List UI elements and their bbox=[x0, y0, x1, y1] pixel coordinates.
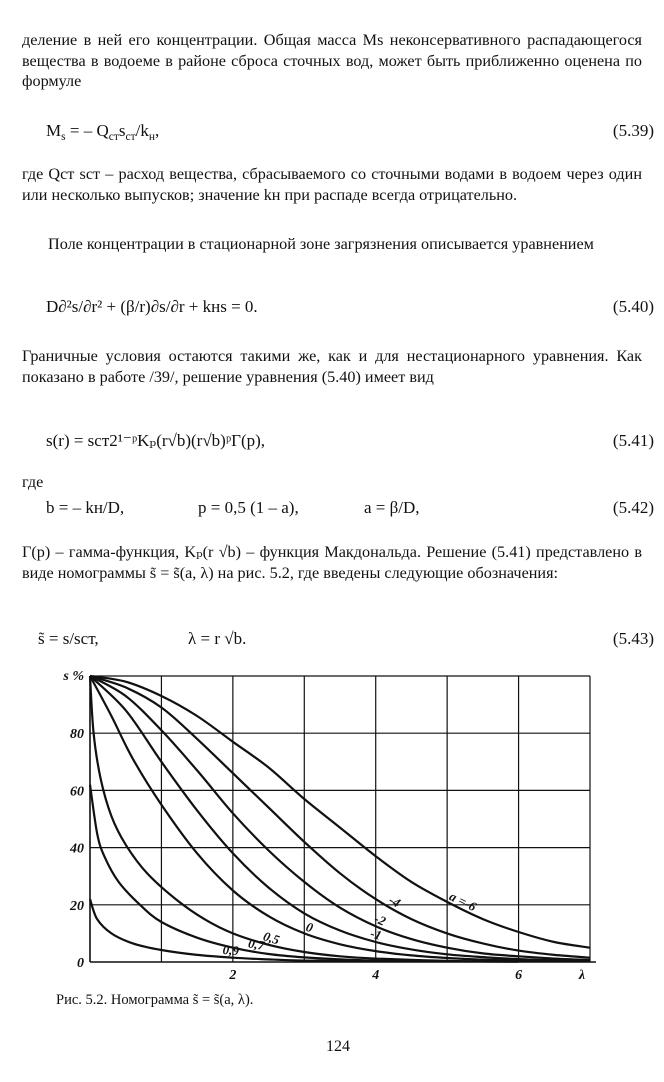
y-tick-label: 20 bbox=[70, 898, 84, 914]
equation-5-41 bbox=[46, 430, 654, 452]
eq541-text: s(r) = sст2¹⁻ᵖKₚ(r√b)(r√b)ᵖΓ(p), bbox=[46, 431, 266, 450]
y-tick-label: 40 bbox=[70, 841, 84, 857]
equation-number-5-40: (5.40) bbox=[612, 297, 654, 316]
equation-5-39 bbox=[46, 120, 654, 148]
paragraph-intro-text: деление в ней его концентрации. Общая масса Ms неконсервативного распадающегося вещества в водоеме в районе сброса сточных вод, может быть приближенно оценена по формуле bbox=[22, 31, 642, 90]
x-tick-label: 2 bbox=[229, 968, 237, 982]
equation-number-5-39: (5.39) bbox=[612, 121, 654, 140]
curve-label: -4 bbox=[386, 892, 404, 911]
x-tick-label: 4 bbox=[372, 968, 380, 982]
equation-number-5-41: (5.41) bbox=[612, 431, 654, 450]
eq543-lambda: λ = r √b. bbox=[188, 629, 247, 648]
eq539-mid: s bbox=[118, 121, 126, 140]
curve-label: 0 bbox=[304, 919, 315, 936]
paragraph-where-q-text: где Qст sст – расход вещества, сбрасываемого со сточными водами в водоем через один или несколько выпусков; значение kн при распаде всегда отрицательно. bbox=[22, 165, 642, 204]
eq542-a: a = β/D, bbox=[364, 498, 420, 517]
figure-caption-text: Рис. 5.2. Номограмма s̃ = s̃(a, λ). bbox=[56, 992, 254, 1008]
eq539-sub3: н bbox=[148, 131, 156, 143]
paragraph-boundary-text: Граничные условия остаются такими же, как и для нестационарного уравнения. Как показано в работе /39/, решение уравнения (5.40) имеет вид bbox=[22, 347, 642, 386]
eq539-sub2: ст bbox=[125, 131, 136, 143]
curve-label: 0,5 bbox=[261, 928, 282, 948]
paragraph-intro bbox=[22, 30, 642, 92]
paragraph-gamma bbox=[22, 542, 642, 583]
paragraph-field bbox=[22, 234, 642, 255]
eq539-tail: , bbox=[155, 121, 160, 140]
figure-caption bbox=[56, 992, 253, 1009]
chart-grid bbox=[90, 676, 590, 962]
eq539-lhs-sub: s bbox=[61, 131, 66, 143]
curve-label: -1 bbox=[368, 925, 384, 943]
eq542-b: b = – kн/D, bbox=[46, 498, 125, 517]
curve-a--4 bbox=[90, 676, 590, 958]
curve-label: -2 bbox=[372, 910, 389, 929]
curve-a-0 bbox=[90, 676, 590, 961]
y-tick-label: 60 bbox=[70, 784, 84, 800]
paragraph-where-q bbox=[22, 164, 642, 205]
equation-5-40 bbox=[46, 296, 654, 318]
curve-label: a =-6 bbox=[447, 888, 479, 915]
where-word bbox=[22, 472, 43, 492]
eq540-text: D∂²s/∂r² + (β/r)∂s/∂r + kнs = 0. bbox=[46, 297, 258, 316]
curve-label: 0,9 bbox=[222, 941, 240, 959]
y-tick-label: 80 bbox=[70, 727, 84, 743]
chart-curves bbox=[90, 676, 590, 962]
y-axis-label: s % bbox=[63, 669, 84, 684]
eq539-lhs: M bbox=[46, 121, 62, 140]
eq543-s: s̃ = s/sст, bbox=[38, 629, 99, 648]
chart-labels bbox=[62, 669, 585, 982]
x-tick-label: 6 bbox=[515, 968, 523, 982]
equation-number-5-42: (5.42) bbox=[612, 498, 654, 517]
page-number-text: 124 bbox=[326, 1038, 350, 1055]
where-word-text: где bbox=[22, 473, 44, 491]
paragraph-boundary bbox=[22, 346, 642, 387]
nomogram-chart bbox=[44, 666, 600, 982]
eq539-sub1: ст bbox=[108, 131, 119, 143]
eq542-p: p = 0,5 (1 – a), bbox=[198, 498, 299, 517]
curve-a--2 bbox=[90, 676, 590, 960]
eq539-end: /k bbox=[135, 121, 149, 140]
chart-axes bbox=[90, 676, 596, 962]
eq539-rhs: = – Q bbox=[69, 121, 109, 140]
y-tick-label: 0 bbox=[77, 956, 84, 971]
curve-label: 0,7 bbox=[247, 935, 266, 954]
equation-number-5-43: (5.43) bbox=[612, 629, 654, 648]
curve-a--1 bbox=[90, 676, 590, 961]
page-number bbox=[326, 1038, 350, 1056]
paragraph-gamma-text: Γ(p) – гамма-функция, Kₚ(r √b) – функция Макдональда. Решение (5.41) представлено в виде номограммы s̃ = s̃(a, λ) на рис. 5.2, где введены следующие обозначения: bbox=[22, 543, 642, 582]
x-axis-label: λ bbox=[578, 968, 586, 982]
paragraph-field-text: Поле концентрации в стационарной зоне загрязнения описывается уравнением bbox=[48, 235, 594, 253]
